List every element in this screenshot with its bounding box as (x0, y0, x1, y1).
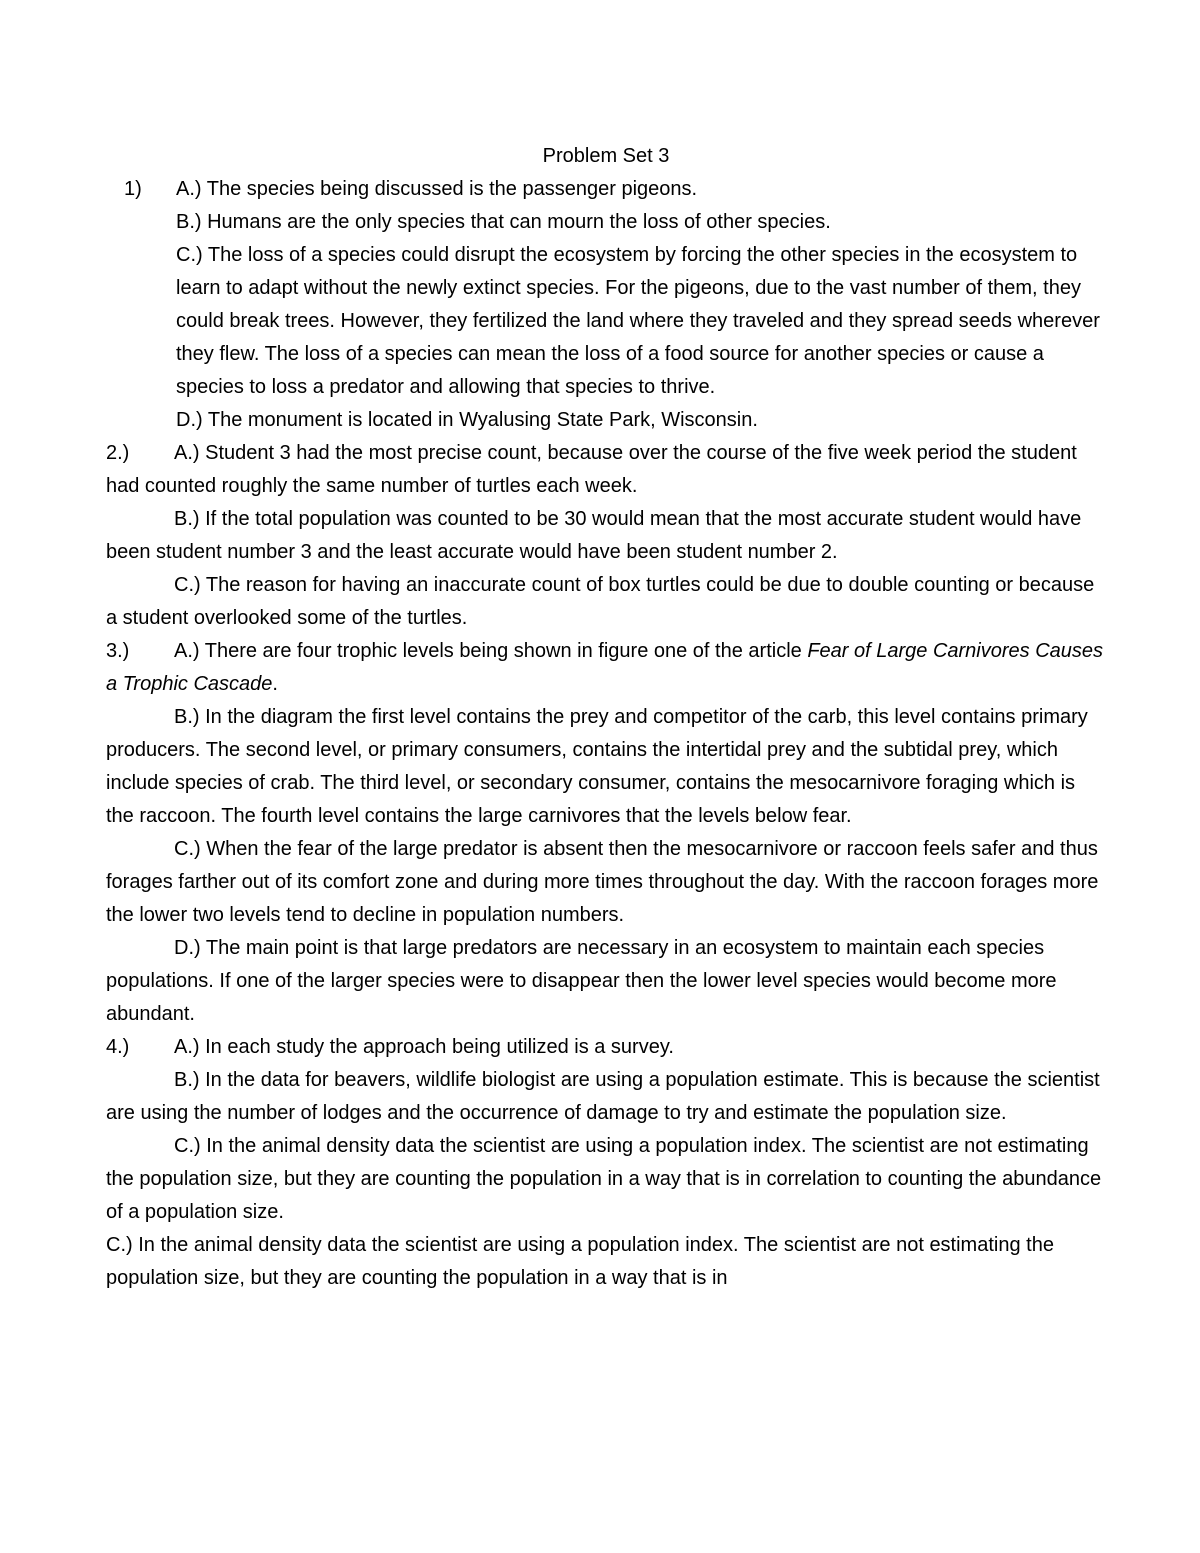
q3-number: 3.) (106, 640, 130, 662)
q3-answer-d: D.) The main point is that large predators are necessary in an ecosystem to maintain each species populations. If one of the larger species were to disappear then the lower level species would become more abundant. (106, 937, 1057, 1025)
q3-a-end: . (272, 673, 278, 695)
q2-answer-a (106, 437, 1106, 503)
q1-answer-b: B.) Humans are the only species that can mourn the loss of other species. (176, 211, 831, 233)
q2-answer-c: C.) The reason for having an inaccurate count of box turtles could be due to double counting or because a student overlooked some of the turtles. (106, 574, 1095, 629)
article-title: Fear of Large Carnivores Causes a Trophic Cascade (106, 640, 1104, 695)
q4-answer-b: B.) In the data for beavers, wildlife biologist are using a population estimate. This is because the scientist are using the number of lodges and the occurrence of damage to try and estimate the population size. (106, 1069, 1100, 1124)
q2-a-text: A.) Student 3 had the most precise count, because over the course of the five week period the student had counted roughly the same number of turtles each week. (106, 442, 1077, 497)
q4-answer-c-repeat: C.) In the animal density data the scientist are using a population index. The scientist are not estimating the population size, but they are counting the population in a way that is in (106, 1234, 1054, 1289)
q4-a-text: A.) In each study the approach being utilized is a survey. (174, 1036, 674, 1058)
question-2 (106, 437, 1106, 635)
q4-answer-c: C.) In the animal density data the scientist are using a population index. The scientist are not estimating the population size, but they are counting the population in a way that is in correlation to counting the abundance of a population size. (106, 1135, 1102, 1223)
q3-answer-c: C.) When the fear of the large predator is absent then the mesocarnivore or raccoon feels safer and thus forages farther out of its comfort zone and during more times throughout the day. With the raccoon forages more the lower two levels tend to decline in population numbers. (106, 838, 1099, 926)
q1-answer-c: C.) The loss of a species could disrupt the ecosystem by forcing the other species in the ecosystem to learn to adapt without the newly extinct species. For the pigeons, due to the vast number of them, they could break trees. However, they fertilized the land where they traveled and they spread seeds wherever they flew. The loss of a species can mean the loss of a food source for another species or cause a species to loss a predator and allowing that species to thrive. (176, 244, 1100, 398)
q1-number: 1) (124, 178, 142, 200)
question-1 (106, 173, 1106, 437)
question-3 (106, 635, 1106, 1031)
page-title: Problem Set 3 (542, 145, 670, 167)
question-4 (106, 1031, 1106, 1295)
q1-a-text: A.) The species being discussed is the passenger pigeons. (176, 178, 698, 200)
document-page (106, 140, 1106, 1295)
q4-answer-a (106, 1031, 1106, 1064)
q1-answer-a (106, 173, 1106, 206)
q2-answer-b: B.) If the total population was counted to be 30 would mean that the most accurate student would have been student number 3 and the least accurate would have been student number 2. (106, 508, 1082, 563)
q3-a-text: A.) There are four trophic levels being shown in figure one of the article (174, 640, 808, 662)
q4-number: 4.) (106, 1036, 130, 1058)
q3-answer-a (106, 635, 1106, 701)
q2-number: 2.) (106, 442, 130, 464)
q3-answer-b: B.) In the diagram the first level contains the prey and competitor of the carb, this level contains primary producers. The second level, or primary consumers, contains the intertidal prey and the subtidal prey, which include species of crab. The third level, or secondary consumer, contains the mesocarnivore foraging which is the raccoon. The fourth level contains the large carnivores that the levels below fear. (106, 706, 1088, 827)
q1-answer-d: D.) The monument is located in Wyalusing State Park, Wisconsin. (176, 409, 758, 431)
